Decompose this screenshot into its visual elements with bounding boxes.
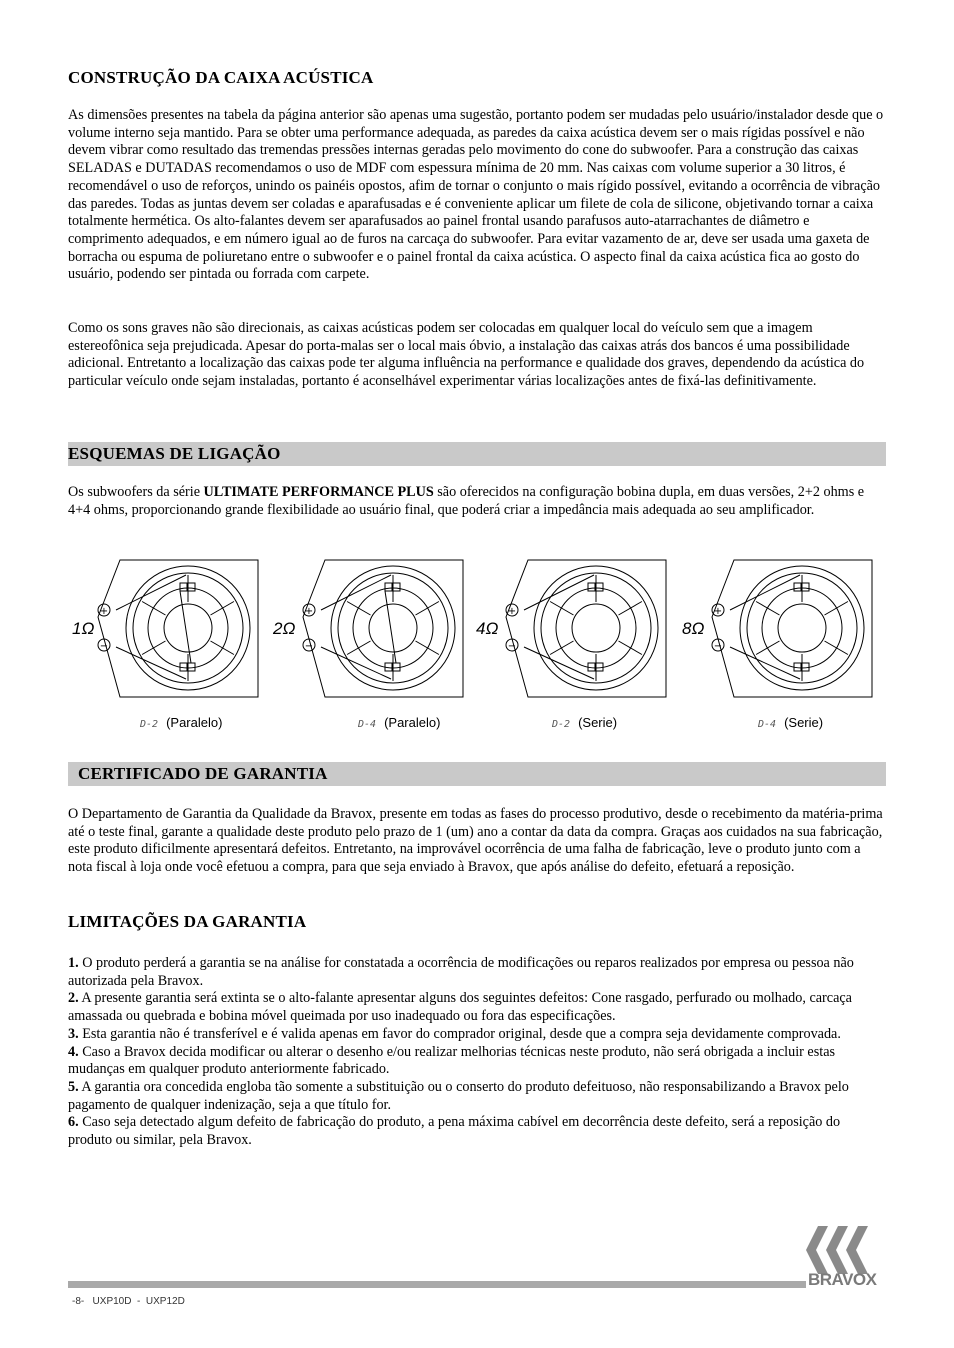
- list-item: 2. A presente garantia será extinta se o alto-falante apresentar alguns dos seguintes defeitos: Cone rasgado, perfurado ou molhado, carcaça amassada ou quebrada e bobina móvel queimada por uso inadequado ou fora das especificações.: [68, 990, 852, 1025]
- diagram-caption: [552, 715, 617, 730]
- speaker-spoke: [550, 602, 573, 616]
- intro-text: Os subwoofers da série: [68, 484, 204, 500]
- speaker-spoke: [142, 602, 165, 616]
- connection-type: (Serie): [784, 715, 824, 730]
- box-outline: [506, 560, 666, 697]
- section-title-esquemas: ESQUEMAS DE LIGAÇÃO: [68, 444, 281, 463]
- speaker-spoke: [550, 641, 573, 655]
- section-title-limitacoes: LIMITAÇÕES DA GARANTIA: [68, 912, 307, 931]
- connection-type: (Paralelo): [384, 715, 441, 730]
- footer-bar: [68, 1281, 806, 1288]
- negative-sign: −: [304, 641, 314, 652]
- speaker-spoke: [619, 602, 642, 616]
- paragraph-sons-graves: Como os sons graves não são direcionais, as caixas acústicas podem ser colocadas em qualquer local do veículo sem que a imagem estereofônica seja prejudicada. Apesar do porta-malas ser o local mais óbvio, a instalação das caixas atrás dos bancos é uma possibilidade adicional. Entretanto a localização das caixas pode ter alguma influência na performance e qualidade dos graves, dependendo da acústica do particular veículo onde sejam instaladas, portanto é aconselhável experimentar várias localizações antes de fixá-las definitivamente.: [68, 320, 865, 390]
- list-item: 5. A garantia ora concedida engloba tão somente a substituição ou o conserto do produto defeituoso, não responsabilizando a Bravox pelo pagamento de qualquer indenização, seja a que título for.: [68, 1078, 849, 1113]
- terminal: [385, 583, 392, 591]
- speaker-spoke: [347, 641, 370, 655]
- box-outline: [712, 560, 872, 697]
- speaker-spoke: [825, 641, 848, 655]
- section-band-garantia: [68, 762, 886, 786]
- speaker-spoke: [211, 641, 234, 655]
- speaker-spoke: [416, 602, 439, 616]
- terminal: [596, 663, 603, 671]
- speaker-dustcap: [778, 604, 826, 652]
- terminal: [588, 583, 595, 591]
- paragraph-construcao: As dimensões presentes na tabela da página anterior são apenas uma sugestão, portanto podem ser mudadas pelo usuário/instalador desde que o volume interno seja mantido. Para se obter uma performance adequada, as paredes da caixa acústica devem ser o mais rígidas possível e não devem vibrar como resultado das tremendas pressões internas geradas pelo movimento do cone do subwoofer. Para a construção das caixas SELADAS e DUTADAS recomendamos o uso de MDF com espessura mínima de 20 mm. Nas caixas com volume superior a 30 litros, é recomendável o uso de reforços, unindo os painéis opostos, afim de tornar o conjunto o mais rígido possível, evitando a ocorrência de vibração das paredes. Todas as juntas devem ser coladas e aparafusadas e é conveniente aplicar um filete de cola de silicone, objetivando tornar a caixa totalmente hermética. Os alto-falantes devem ser aparafusados ao painel frontal usando parafusos auto-atarrachantes de diâmetro e comprimento adequados, e em número igual ao de furos na carcaça do subwoofer. Para evitar vazamento de ar, deve ser usada uma gaxeta de borracha ou espuma de poliuretano entre o subwoofer e o painel frontal da caixa acústica. O aspecto final da caixa acústica fica ao gosto do usuário, podendo ser pintada ou forrada com carpete.: [68, 107, 884, 283]
- paragraph-garantia: O Departamento de Garantia da Qualidade da Bravox, presente em todas as fases do processo produtivo, desde o recebimento da matéria-prima até o teste final, garante a qualidade deste produto pelo prazo de 1 (um) ano a contar da data da compra. Graças aos cuidados na sua fabricação, este produto dificilmente apresentará defeitos. Entretanto, na improvável ocorrência de uma falha de fabricação, leve o produto junto com a nota fiscal à loja onde você efetuou a compra, para que seja enviado à Bravox, que após análise do defeito, efetuará a reposição.: [68, 806, 883, 876]
- terminal: [802, 583, 809, 591]
- impedance-label: 8Ω: [682, 619, 705, 638]
- wire-negative: [116, 647, 186, 679]
- positive-sign: +: [507, 606, 517, 617]
- speaker-spoke: [142, 641, 165, 655]
- negative-sign: −: [507, 641, 517, 652]
- speaker-spoke: [756, 641, 779, 655]
- positive-sign: +: [304, 606, 314, 617]
- section-title-construcao: CONSTRUÇÃO DA CAIXA ACÚSTICA: [68, 68, 374, 87]
- wiring-diagram-1: [68, 555, 268, 730]
- diagram-caption: [358, 715, 440, 730]
- wire-positive: [116, 575, 186, 610]
- connection-type: (Serie): [578, 715, 618, 730]
- section-band-esquemas: [68, 442, 886, 466]
- terminal: [188, 663, 195, 671]
- positive-sign: +: [99, 606, 109, 617]
- list-item: 1. O produto perderá a garantia se na análise for constatada a ocorrência de modificações ou reparos realizados por empresa ou pessoa não autorizada pela Bravox.: [68, 955, 854, 989]
- terminal: [802, 663, 809, 671]
- paragraph-esquemas: [68, 484, 886, 519]
- box-outline: [303, 560, 463, 697]
- speaker-spoke: [825, 602, 848, 616]
- speaker-dustcap: [572, 604, 620, 652]
- terminal: [794, 583, 801, 591]
- impedance-label: 2Ω: [273, 619, 296, 638]
- wire-positive: [730, 575, 800, 610]
- footer-page-label: -8- UXP10D - UXP12D: [72, 1296, 185, 1307]
- impedance-label: 4Ω: [476, 619, 499, 638]
- intro-text-rest: são oferecidos na configuração bobina dupla, em duas versões, 2+2 ohms e 4+4 ohms, proporcionando grande flexibilidade ao usuário final, que poderá criar a impedância mais adequada ao seu amplificador.: [68, 484, 865, 518]
- speaker-spoke: [347, 602, 370, 616]
- impedance-label: 1Ω: [72, 619, 95, 638]
- terminal: [596, 583, 603, 591]
- wire-negative: [321, 647, 391, 679]
- speaker-spoke: [211, 602, 234, 616]
- wiring-diagram-3: [476, 555, 676, 730]
- diagram-caption: [758, 715, 823, 730]
- section-title-garantia: CERTIFICADO DE GARANTIA: [78, 764, 328, 783]
- model-code: D-2: [552, 719, 571, 730]
- terminal: [393, 663, 400, 671]
- wiring-diagrams: [68, 555, 886, 740]
- model-code: D-4: [758, 719, 777, 730]
- connection-type: (Paralelo): [166, 715, 223, 730]
- diagram-caption: [140, 715, 222, 730]
- speaker-spoke: [619, 641, 642, 655]
- wire-negative: [524, 647, 594, 679]
- negative-sign: −: [99, 641, 109, 652]
- terminal: [180, 583, 187, 591]
- model-code: D-2: [140, 719, 159, 730]
- brand-name: BRAVOX: [808, 1270, 877, 1289]
- model-code: D-4: [358, 719, 377, 730]
- wire-positive: [321, 575, 391, 610]
- terminal: [393, 583, 400, 591]
- list-item: 6. Caso seja detectado algum defeito de fabricação do produto, a pena máxima cabível em decorrência deste defeito, será a reposição do produto ou similar, pela Bravox.: [68, 1114, 841, 1149]
- limitacoes-list: [68, 955, 886, 1150]
- negative-sign: −: [713, 641, 723, 652]
- list-item: 4. Caso a Bravox decida modificar ou alterar o desenho e/ou realizar melhorias técnicas neste produto, não será obrigada a incluir estas mudanças em qualquer produto anteriormente fabricado.: [68, 1043, 836, 1078]
- intro-series-name: ULTIMATE PERFORMANCE PLUS: [203, 484, 434, 500]
- wiring-diagram-4: [682, 555, 882, 730]
- terminal: [188, 583, 195, 591]
- list-item: 3. Esta garantia não é transferível e é valida apenas em favor do comprador original, desde que a compra seja devidamente comprovada.: [68, 1025, 841, 1042]
- box-outline: [98, 560, 258, 697]
- positive-sign: +: [713, 606, 723, 617]
- speaker-spoke: [416, 641, 439, 655]
- wire-negative: [730, 647, 800, 679]
- wire-positive: [524, 575, 594, 610]
- wiring-diagram-2: [273, 555, 473, 730]
- speaker-spoke: [756, 602, 779, 616]
